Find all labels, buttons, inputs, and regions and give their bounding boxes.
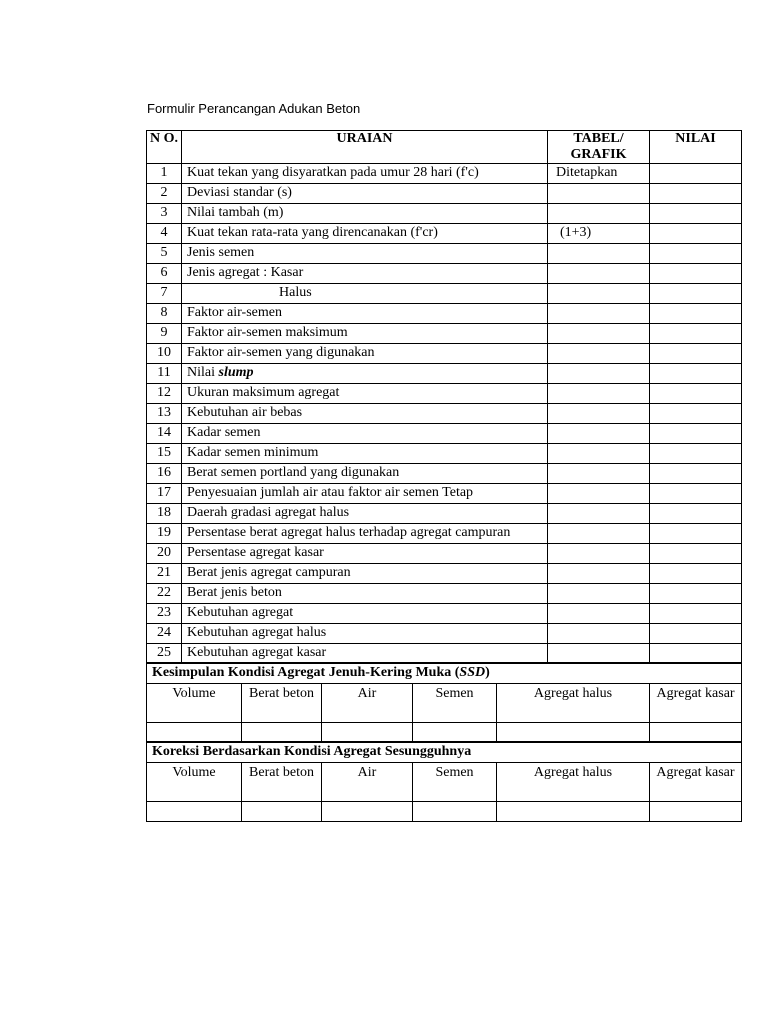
table-row <box>147 204 742 224</box>
row-uraian <box>182 404 548 424</box>
row-uraian-text: Kebutuhan agregat <box>187 605 294 620</box>
header-tabel-grafik: TABEL/ GRAFIK <box>548 131 650 164</box>
row-nilai[interactable] <box>650 184 742 204</box>
row-nilai[interactable] <box>650 364 742 384</box>
row-uraian <box>182 224 548 244</box>
table-row <box>147 264 742 284</box>
row-uraian <box>182 444 548 464</box>
row-uraian <box>182 464 548 484</box>
row-number: 12 <box>147 384 182 404</box>
row-nilai[interactable] <box>650 204 742 224</box>
koreksi-value-air[interactable] <box>322 802 413 822</box>
row-uraian <box>182 384 548 404</box>
table-row <box>147 584 742 604</box>
row-number: 11 <box>147 364 182 384</box>
row-uraian <box>182 244 548 264</box>
row-tabel-grafik <box>548 564 650 584</box>
row-tabel-grafik <box>548 624 650 644</box>
ssd-value-semen[interactable] <box>413 723 497 743</box>
row-tabel-grafik <box>548 344 650 364</box>
ssd-abbrev: SSD <box>459 665 486 680</box>
row-number: 3 <box>147 204 182 224</box>
ssd-value-row <box>147 723 742 743</box>
row-uraian-text: Persentase berat agregat halus terhadap agregat campuran <box>187 525 511 540</box>
row-tabel-grafik <box>548 424 650 444</box>
table-row <box>147 564 742 584</box>
row-nilai[interactable] <box>650 224 742 244</box>
koreksi-col-semen: Semen <box>413 763 497 802</box>
row-nilai[interactable] <box>650 304 742 324</box>
row-uraian-text: Kebutuhan agregat kasar <box>187 645 327 660</box>
ssd-section-header <box>147 663 742 684</box>
ssd-column-row <box>147 684 742 723</box>
row-uraian-text: Berat jenis agregat campuran <box>187 565 351 580</box>
row-nilai[interactable] <box>650 464 742 484</box>
row-tabel-grafik <box>548 644 650 664</box>
row-tabel-grafik <box>548 404 650 424</box>
row-nilai[interactable] <box>650 264 742 284</box>
row-number: 5 <box>147 244 182 264</box>
row-nilai[interactable] <box>650 544 742 564</box>
row-tabel-grafik <box>548 304 650 324</box>
row-uraian-emphasis: slump <box>218 365 254 380</box>
row-tabel-grafik <box>548 484 650 504</box>
row-number: 17 <box>147 484 182 504</box>
table-row <box>147 624 742 644</box>
row-uraian-text: Kadar semen minimum <box>187 445 319 460</box>
ssd-value-volume[interactable] <box>147 723 242 743</box>
koreksi-section-header <box>147 742 742 763</box>
row-tabel-grafik: (1+3) <box>548 224 650 244</box>
ssd-col-semen: Semen <box>413 684 497 723</box>
row-number: 24 <box>147 624 182 644</box>
row-uraian-text: Nilai <box>187 365 215 380</box>
ssd-col-volume: Volume <box>147 684 242 723</box>
koreksi-col-air: Air <box>322 763 413 802</box>
table-row <box>147 444 742 464</box>
koreksi-value-berat-beton[interactable] <box>242 802 322 822</box>
row-number: 4 <box>147 224 182 244</box>
row-number: 10 <box>147 344 182 364</box>
table-row <box>147 164 742 184</box>
row-number: 9 <box>147 324 182 344</box>
ssd-col-air: Air <box>322 684 413 723</box>
row-number: 20 <box>147 544 182 564</box>
table-row <box>147 184 742 204</box>
row-number: 1 <box>147 164 182 184</box>
koreksi-column-row <box>147 763 742 802</box>
header-nilai: NILAI <box>650 131 742 164</box>
table-row <box>147 404 742 424</box>
row-uraian-text: Ukuran maksimum agregat <box>187 385 340 400</box>
koreksi-table <box>146 741 742 822</box>
koreksi-col-agregat-kasar: Agregat kasar <box>650 763 742 802</box>
row-uraian <box>182 504 548 524</box>
row-uraian <box>182 564 548 584</box>
row-number: 14 <box>147 424 182 444</box>
row-number: 18 <box>147 504 182 524</box>
row-tabel-grafik <box>548 324 650 344</box>
row-uraian <box>182 544 548 564</box>
row-uraian-text: Berat semen portland yang digunakan <box>187 465 400 480</box>
koreksi-col-berat-beton: Berat beton <box>242 763 322 802</box>
ssd-value-berat-beton[interactable] <box>242 723 322 743</box>
row-uraian-text: Daerah gradasi agregat halus <box>187 505 350 520</box>
table-header-row <box>147 131 742 164</box>
row-tabel-grafik <box>548 604 650 624</box>
row-nilai[interactable] <box>650 604 742 624</box>
ssd-value-air[interactable] <box>322 723 413 743</box>
row-uraian <box>182 204 548 224</box>
row-uraian <box>182 344 548 364</box>
row-tabel-grafik <box>548 504 650 524</box>
table-row <box>147 224 742 244</box>
table-row <box>147 544 742 564</box>
table-row <box>147 304 742 324</box>
row-nilai[interactable] <box>650 524 742 544</box>
row-nilai[interactable] <box>650 344 742 364</box>
row-nilai[interactable] <box>650 504 742 524</box>
row-uraian-text: Kuat tekan rata-rata yang direncanakan (f'cr) <box>187 225 438 240</box>
table-row <box>147 244 742 264</box>
row-nilai[interactable] <box>650 284 742 304</box>
koreksi-value-agregat-halus[interactable] <box>497 802 650 822</box>
row-number: 6 <box>147 264 182 284</box>
koreksi-col-volume: Volume <box>147 763 242 802</box>
row-nilai[interactable] <box>650 404 742 424</box>
row-nilai[interactable] <box>650 444 742 464</box>
row-uraian-text: Nilai tambah (m) <box>187 205 284 220</box>
table-row <box>147 504 742 524</box>
ssd-summary-table <box>146 662 742 743</box>
row-uraian <box>182 184 548 204</box>
row-uraian-text: Kadar semen <box>187 425 261 440</box>
row-uraian <box>182 424 548 444</box>
header-no: N O. <box>147 131 182 164</box>
koreksi-section-title: Koreksi Berdasarkan Kondisi Agregat Sesungguhnya <box>147 742 742 763</box>
mix-design-table <box>146 130 742 664</box>
row-nilai[interactable] <box>650 584 742 604</box>
table-row <box>147 644 742 664</box>
row-tabel-grafik <box>548 584 650 604</box>
row-nilai[interactable] <box>650 384 742 404</box>
row-uraian <box>182 604 548 624</box>
row-uraian-text: Penyesuaian jumlah air atau faktor air semen Tetap <box>187 485 474 500</box>
header-uraian: URAIAN <box>182 131 548 164</box>
koreksi-value-agregat-kasar[interactable] <box>650 802 742 822</box>
row-uraian <box>182 284 548 304</box>
row-uraian-text: Faktor air-semen yang digunakan <box>187 345 375 360</box>
row-number: 25 <box>147 644 182 664</box>
table-row <box>147 524 742 544</box>
table-row <box>147 364 742 384</box>
table-row <box>147 604 742 624</box>
row-number: 22 <box>147 584 182 604</box>
row-nilai[interactable] <box>650 564 742 584</box>
row-number: 19 <box>147 524 182 544</box>
row-uraian-text: Kuat tekan yang disyaratkan pada umur 28 hari (f'c) <box>187 165 479 180</box>
row-tabel-grafik <box>548 264 650 284</box>
row-nilai[interactable] <box>650 324 742 344</box>
table-row <box>147 384 742 404</box>
ssd-section-title: Kesimpulan Kondisi Agregat Jenuh-Kering Muka (SSD) <box>147 663 742 684</box>
row-tabel-grafik <box>548 444 650 464</box>
row-uraian <box>182 364 548 384</box>
row-nilai[interactable] <box>650 644 742 664</box>
koreksi-value-volume[interactable] <box>147 802 242 822</box>
row-number: 13 <box>147 404 182 424</box>
koreksi-value-semen[interactable] <box>413 802 497 822</box>
row-tabel-grafik <box>548 524 650 544</box>
row-uraian <box>182 584 548 604</box>
koreksi-col-agregat-halus: Agregat halus <box>497 763 650 802</box>
row-uraian <box>182 264 548 284</box>
row-tabel-grafik <box>548 184 650 204</box>
row-uraian <box>182 164 548 184</box>
row-number: 7 <box>147 284 182 304</box>
row-uraian-text: Persentase agregat kasar <box>187 545 324 560</box>
row-uraian <box>182 624 548 644</box>
row-uraian-text: Deviasi standar (s) <box>187 185 292 200</box>
ssd-col-agregat-kasar: Agregat kasar <box>650 684 742 723</box>
row-uraian-text: Kebutuhan agregat halus <box>187 625 327 640</box>
koreksi-value-row <box>147 802 742 822</box>
ssd-col-berat-beton: Berat beton <box>242 684 322 723</box>
row-tabel-grafik <box>548 384 650 404</box>
row-nilai[interactable] <box>650 244 742 264</box>
row-uraian <box>182 484 548 504</box>
row-nilai[interactable] <box>650 164 742 184</box>
table-row <box>147 284 742 304</box>
row-uraian-text: Faktor air-semen <box>187 305 282 320</box>
row-number: 2 <box>147 184 182 204</box>
row-number: 8 <box>147 304 182 324</box>
document-title: Formulir Perancangan Adukan Beton <box>147 101 361 116</box>
row-tabel-grafik <box>548 364 650 384</box>
table-row <box>147 344 742 364</box>
row-number: 15 <box>147 444 182 464</box>
table-row <box>147 464 742 484</box>
ssd-col-agregat-halus: Agregat halus <box>497 684 650 723</box>
row-uraian <box>182 324 548 344</box>
ssd-value-agregat-kasar[interactable] <box>650 723 742 743</box>
row-number: 16 <box>147 464 182 484</box>
row-number: 23 <box>147 604 182 624</box>
row-uraian <box>182 304 548 324</box>
row-uraian-text: Berat jenis beton <box>187 585 282 600</box>
row-nilai[interactable] <box>650 424 742 444</box>
row-nilai[interactable] <box>650 624 742 644</box>
row-tabel-grafik <box>548 244 650 264</box>
row-tabel-grafik <box>548 284 650 304</box>
row-uraian-text: Faktor air-semen maksimum <box>187 325 348 340</box>
row-tabel-grafik <box>548 464 650 484</box>
row-uraian-text: Jenis semen <box>187 245 255 260</box>
table-row <box>147 484 742 504</box>
row-uraian-text: Jenis agregat : Kasar <box>187 265 304 280</box>
table-body <box>147 164 742 664</box>
table-row <box>147 424 742 444</box>
ssd-value-agregat-halus[interactable] <box>497 723 650 743</box>
row-uraian <box>182 644 548 664</box>
row-nilai[interactable] <box>650 484 742 504</box>
row-tabel-grafik <box>548 544 650 564</box>
row-uraian <box>182 524 548 544</box>
row-number: 21 <box>147 564 182 584</box>
row-uraian-text: Halus <box>279 285 312 300</box>
row-tabel-grafik: Ditetapkan <box>548 164 650 184</box>
row-tabel-grafik <box>548 204 650 224</box>
row-uraian-text: Kebutuhan air bebas <box>187 405 303 420</box>
table-row <box>147 324 742 344</box>
